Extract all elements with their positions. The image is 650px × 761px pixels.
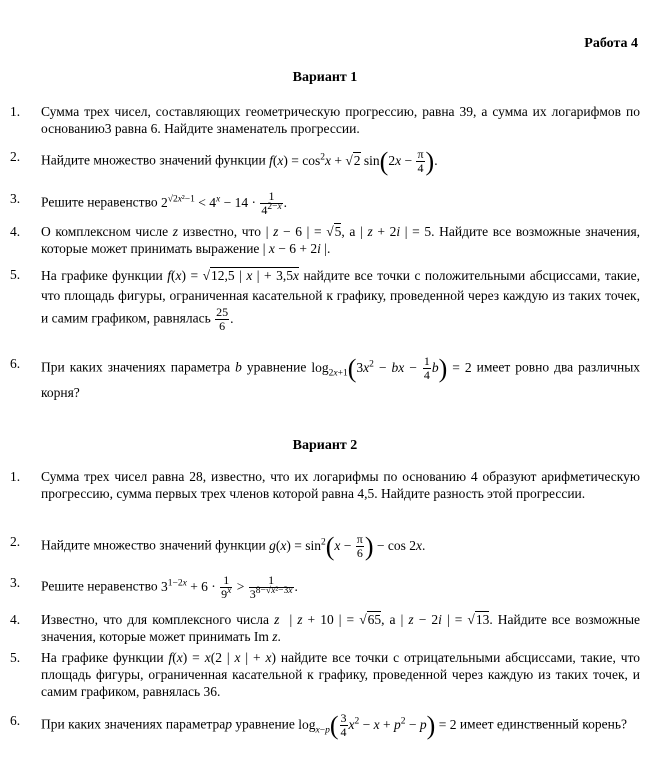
task-text: имеет ровно два различных корня? xyxy=(41,359,641,400)
formula: Im z xyxy=(253,629,278,644)
formula: $\frac{25}{6}$ . xyxy=(216,305,234,333)
task-text: . Найдите все возможные значения, которые может принимать xyxy=(41,612,641,644)
formula: z | z + 10 | = √65 xyxy=(274,612,382,627)
task-number: 4. xyxy=(10,224,21,239)
task-number: 6. xyxy=(10,713,21,728)
formula: $\log_{2x+1}(3x^2$ − bx − $\frac{1}{4}$ b) = 2 xyxy=(311,353,472,383)
task-text: Известно, что для комплексного числа xyxy=(41,612,269,627)
formula: $2^{√2x^2-1} < 4^x - 14$ · $\frac{1}{4^{2-x}}$ . xyxy=(160,189,288,217)
v1-task-3 xyxy=(10,190,640,217)
task-text: На графике функции xyxy=(41,268,163,283)
task-number: 5. xyxy=(10,267,21,282)
formula: | z + 2i | = 5 xyxy=(360,224,432,239)
task-text: найдите все точки с отрицательными абсциссами, такие, что площадь фигуры, ограниченная касательной к графику, проведенной через каждую из таких точек, и самим графиком, равнялась 36. xyxy=(41,650,641,699)
formula: | x − 6 + 2i | xyxy=(262,241,327,256)
v2-task-5 xyxy=(10,649,640,700)
formula: $3^{1-2x} + 6$ · $\frac{1}{9^x}$ > $\frac{1}{3^{8-√x^2-3x}}$ . xyxy=(160,573,298,601)
task-text: известно, что xyxy=(182,224,262,239)
formula: f(x) = x(2 | x | + x) xyxy=(168,650,276,665)
variant-1-title: Вариант 1 xyxy=(292,70,358,85)
task-number: 5. xyxy=(10,650,21,665)
v2-task-3 xyxy=(10,574,640,601)
task-text: , а xyxy=(341,224,356,239)
formula: | z − 2i | = √13 xyxy=(400,612,490,627)
task-text: Решите неравенство xyxy=(41,194,158,210)
formula: | z − 6 | = √5 xyxy=(265,224,342,239)
task-number: 6. xyxy=(10,356,21,371)
task-text: имеет единственный корень? xyxy=(459,716,628,732)
work-title: Работа 4 xyxy=(584,36,638,51)
task-text: . Найдите все возможные значения, которые может принимать выражение xyxy=(41,224,641,256)
v2-task-1 xyxy=(10,468,640,502)
task-text: При каких значениях параметра xyxy=(41,359,231,375)
task-text: При каких значениях параметра xyxy=(41,716,226,732)
v1-task-6: 6. При каких значениях параметра b уравнение $\log_{2x+1}(3x^2$ − bx − $\frac{1}{4}$ b) = 2 имеет ровно два различных корня? xyxy=(10,353,641,400)
task-number: 1. xyxy=(10,469,21,484)
formula: $g(x) = \sin^2(x$ − $\frac{\pi}{6}$ ) − cos 2x. xyxy=(269,531,426,561)
task-text: О комплексном числе xyxy=(41,224,169,239)
task-text: , а xyxy=(381,612,396,627)
formula: f(x) = √12,5 | x | + 3,5x xyxy=(167,268,299,283)
task-text: найдите все точки с положительными абсциссами, такие, что площадь фигуры, ограниченная касательной к графику, проведенной через каждую из таких точек, и самим графиком, равнялась xyxy=(41,268,641,326)
task-text: Найдите множество значений функции xyxy=(41,152,266,168)
v2-task-2 xyxy=(10,533,640,560)
v1-task-4: 4. О комплексном числе z известно, что | z − 6 | = √5, а | z + 2i | = 5. Найдите все возможные значения, которые может принимать выражение | x − 6 + 2i |. xyxy=(10,224,641,256)
v2-task-4: 4. Известно, что для комплексного числа z | z + 10 | = √65, а | z − 2i | = √13. Найдите все возможные значения, которые может принимать Im z. xyxy=(10,612,641,644)
v1-task-1 xyxy=(10,103,640,137)
v2-task-6: 6. При каких значениях параметраp уравнение $\log_{x-p}$( $\frac{3}{4}$ $x^2 - x + p^2 - p) = 2$ имеет единственный корень? xyxy=(10,710,628,740)
task-number: 3. xyxy=(10,191,21,206)
formula: $f(x) = \cos^2x + √2$ sin(2x − $\frac{\pi}{4}$ ). xyxy=(269,146,438,176)
task-text: Сумма трех чисел равна 28, известно, что их логарифмы по основанию 4 образуют арифметическую прогрессию, сумма первых трех членов которой равна 4,5. Найдите разность этой прогрессии. xyxy=(41,469,640,501)
formula: $\log_{x-p}$( $\frac{3}{4}$ $x^2 - x + p^2 - p) = 2$ xyxy=(298,710,457,740)
task-number: 3. xyxy=(10,575,21,590)
task-text: уравнение xyxy=(246,359,307,375)
task-text: На графике функции xyxy=(41,650,164,665)
task-text: уравнение xyxy=(235,716,295,732)
variant-2-title: Вариант 2 xyxy=(292,438,358,453)
v1-task-2 xyxy=(10,148,640,175)
task-number: 2. xyxy=(10,534,21,549)
task-number: 1. xyxy=(10,104,21,119)
v1-task-5 xyxy=(10,266,640,333)
task-text: Решите неравенство xyxy=(41,578,158,594)
task-text: Сумма трех чисел, составляющих геометрическую прогрессию, равна 39, а сумма их логарифмов по основанию3 равна 6. Найдите знаменатель прогрессии. xyxy=(41,104,640,136)
task-number: 4. xyxy=(10,612,21,627)
task-number: 2. xyxy=(10,149,21,164)
task-text: Найдите множество значений функции xyxy=(41,537,266,553)
